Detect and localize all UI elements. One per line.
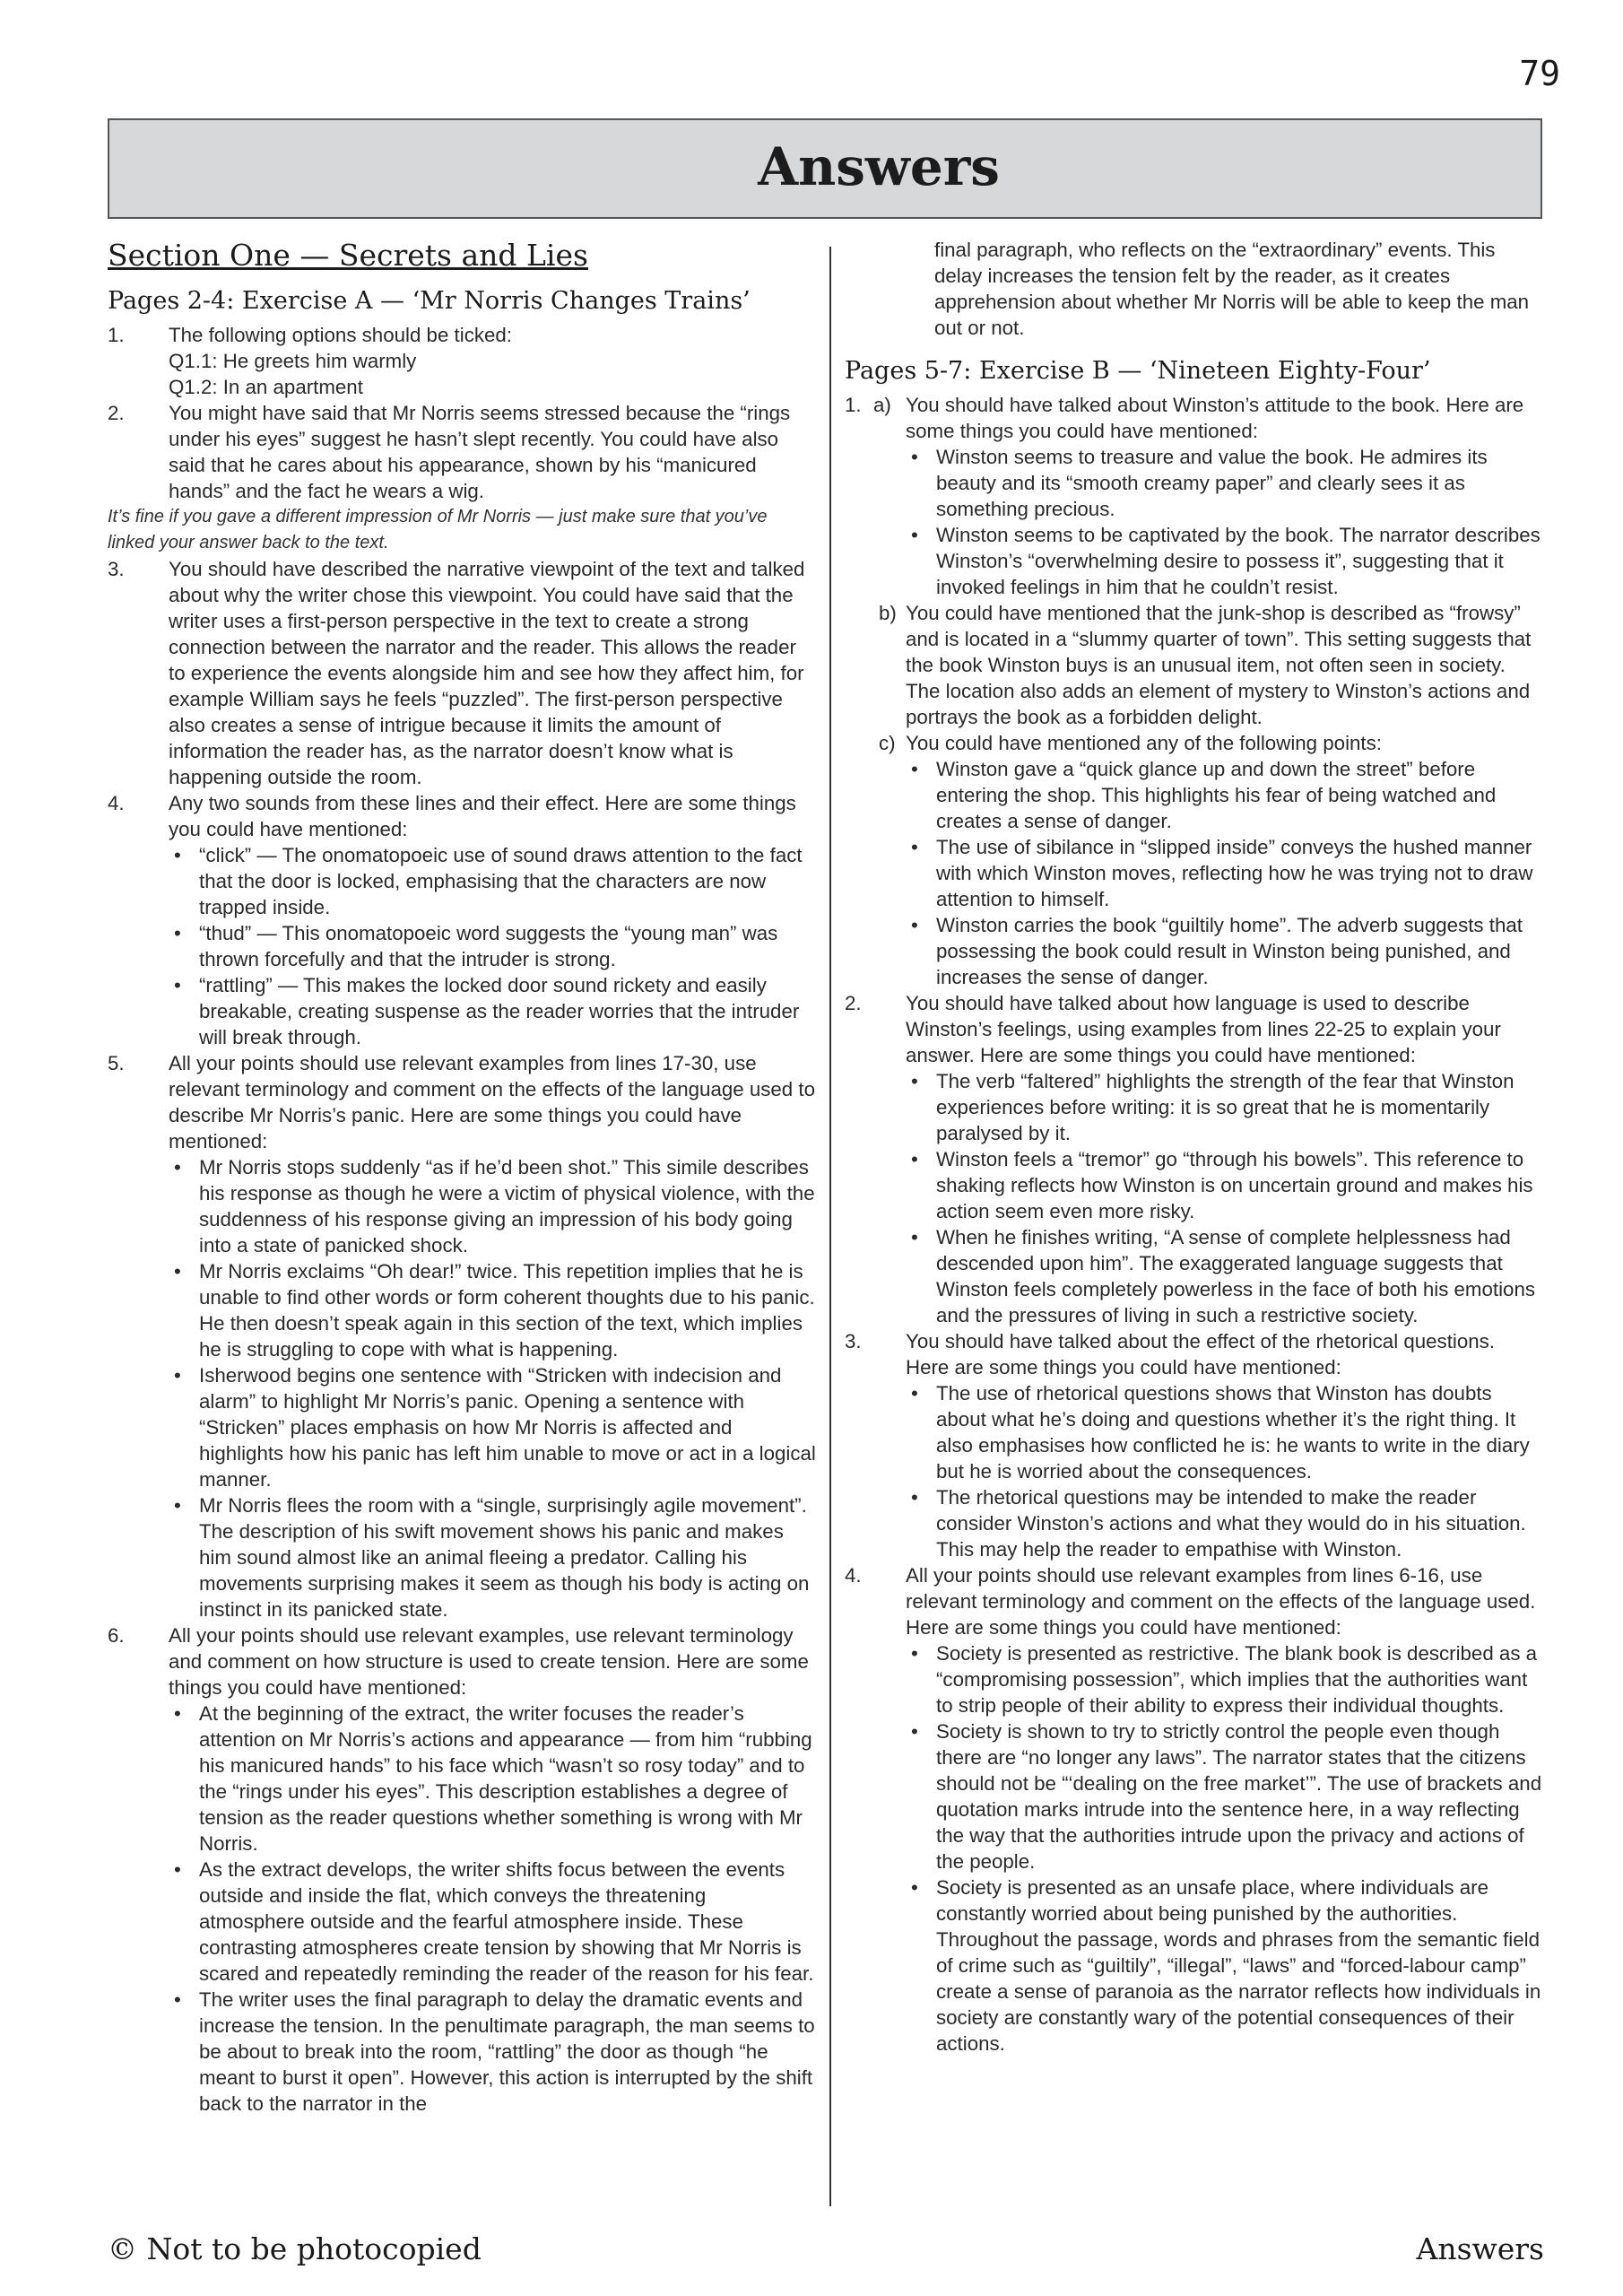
list-item: • Winston carries the book “guiltily home”. The adverb suggests that possessing the book could result in Winston being punished, and increases the sense of danger. — [906, 912, 1542, 990]
bullet-list — [906, 1380, 1542, 1562]
answer-a-1 — [108, 322, 816, 400]
answer-number: 4. — [108, 792, 125, 814]
answer-text: All your points should use relevant examples from lines 17-30, use relevant terminology and comment on the effects of the language used to describe Mr Norris’s panic. Here are some things you could have mentioned: — [169, 1052, 815, 1152]
answer-text: You might have said that Mr Norris seems stressed because the “rings under his eyes” suggest he hasn’t slept recently. You could have also said that he cares about his appearance, shown by his “manicured hands” and the fact he wears a wig. — [169, 402, 791, 502]
answer-text: You could have mentioned any of the following points: — [906, 732, 1382, 754]
bullet-list — [906, 1640, 1542, 2057]
answer-number: 5. — [108, 1052, 125, 1074]
list-item: • When he finishes writing, “A sense of complete helplessness had descended upon him”. The exaggerated language suggests that Winston feels completely powerless in the face of both his emotions and the pressures of living in such a restrictive society. — [906, 1224, 1542, 1328]
answer-b-1b — [845, 600, 1542, 730]
answer-b-1c — [845, 730, 1542, 990]
answer-b-3 — [845, 1328, 1542, 1562]
right-column — [845, 237, 1542, 2057]
answer-number: 3. — [108, 558, 125, 580]
bullet-list — [906, 756, 1542, 990]
list-item: • The use of rhetorical questions shows that Winston has doubts about what he’s doing and questions whether it’s the right thing. It also emphasises how conflicted he is: he wants to write in the diary but he is worried about the consequences. — [906, 1380, 1542, 1484]
answer-a-3 — [108, 556, 816, 790]
list-item: • Society is presented as restrictive. The blank book is described as a “compromising possession”, which implies that the authorities want to strip people of their ability to express their individual thoughts. — [906, 1640, 1542, 1718]
answer-a-5 — [108, 1050, 816, 1622]
list-item: • Society is presented as an unsafe place, where individuals are constantly worried about being punished by the authorities. Throughout the passage, words and phrases from the semantic field of crime such as “guiltily”, “illegal”, “laws” and “forced-labour camp” create a sense of paranoia as the narrator reflects how individuals in society are constantly wary of the potential consequences of their actions. — [906, 1874, 1542, 2057]
list-item: • “rattling” — This makes the locked door sound rickety and easily breakable, creating suspense as the reader worries that the intruder will break through. — [169, 972, 816, 1050]
answer-text: All your points should use relevant examples, use relevant terminology and comment on how structure is used to create tension. Here are some things you could have mentioned: — [169, 1624, 809, 1699]
list-item: • As the extract develops, the writer shifts focus between the events outside and inside the flat, which conveys the threatening atmosphere outside and the fearful atmosphere inside. These contrasting atmospheres create tension by showing that Mr Norris is scared and repeatedly reminding the reader of the reason for his fear. — [169, 1857, 816, 1987]
answer-b-2 — [845, 990, 1542, 1328]
answer-b-4 — [845, 1562, 1542, 2057]
answer-number: 3. — [845, 1330, 862, 1352]
exercise-b-title: Pages 5-7: Exercise B — ‘Nineteen Eighty-Four’ — [845, 357, 1431, 385]
sub-label: a) — [873, 394, 891, 416]
footer-left-text: Not to be photocopied — [146, 2231, 482, 2266]
answer-text: You could have mentioned that the junk-shop is described as “frowsy” and is located in a “slummy quarter of town”. This setting suggests that the book Winston buys is an unusual item, not often seen in society. The location also adds an element of mystery to Winston’s actions and portrays the book as a forbidden delight. — [906, 602, 1532, 728]
tick-option: Q1.2: In an apartment — [169, 376, 363, 398]
answer-number: 1. — [108, 324, 125, 346]
answer-text: The following options should be ticked: — [169, 324, 512, 346]
list-item: • Mr Norris exclaims “Oh dear!” twice. This repetition implies that he is unable to find other words or form coherent thoughts due to his panic. He then doesn’t speak again in this section of the text, which implies he is struggling to cope with what is happening. — [169, 1258, 816, 1362]
footer-section-label: Answers — [1416, 2231, 1544, 2266]
answer-number: 4. — [845, 1564, 862, 1587]
left-column — [108, 237, 816, 2117]
answer-number: 2. — [845, 992, 862, 1014]
answer-text: All your points should use relevant examples from lines 6-16, use relevant terminology and comment on the effects of the language used. Here are some things you could have mentioned: — [906, 1564, 1536, 1639]
list-item: • The writer uses the final paragraph to delay the dramatic events and increase the tension. In the penultimate paragraph, the man seems to be about to break into the room, “rattling” the door as though “he meant to burst it open”. However, this action is interrupted by the shift back to the narrator in the — [169, 1987, 816, 2117]
bullet-list — [906, 444, 1542, 600]
sub-label: b) — [879, 602, 897, 624]
list-item: • Winston seems to be captivated by the book. The narrator describes Winston’s “overwhelming desire to possess it”, suggesting that it invoked feelings in him that he couldn’t resist. — [906, 522, 1542, 600]
list-item: • The verb “faltered” highlights the strength of the fear that Winston experiences before writing: it is so great that he is momentarily paralysed by it. — [906, 1068, 1542, 1146]
answer-b-1a — [845, 392, 1542, 600]
answer-text: You should have talked about Winston’s attitude to the book. Here are some things you could have mentioned: — [906, 394, 1524, 442]
bullet-list — [169, 842, 816, 1050]
list-item: • Winston feels a “tremor” go “through his bowels”. This reference to shaking reflects how Winston is on uncertain ground and makes his action seem even more risky. — [906, 1146, 1542, 1224]
sub-label: c) — [879, 732, 896, 754]
exercise-a-title: Pages 2-4: Exercise A — ‘Mr Norris Changes Trains’ — [108, 287, 751, 315]
list-item: • “thud” — This onomatopoeic word suggests the “young man” was thrown forcefully and that the intruder is strong. — [169, 920, 816, 972]
answer-a-6 — [108, 1622, 816, 2117]
answer-number: 2. — [108, 402, 125, 424]
copyright-icon: © — [108, 2231, 137, 2266]
page-number: 79 — [1519, 54, 1560, 93]
footer-copyright — [108, 2231, 482, 2266]
continued-text: final paragraph, who reflects on the “extraordinary” events. This delay increases the tension felt by the reader, as it creates apprehension about whether Mr Norris will be able to keep the man out or not. — [934, 239, 1530, 339]
list-item: • The rhetorical questions may be intended to make the reader consider Winston’s actions and what they would do in his situation. This may help the reader to empathise with Winston. — [906, 1484, 1542, 1562]
answer-a-2 — [108, 400, 816, 504]
list-item: • At the beginning of the extract, the writer focuses the reader’s attention on Mr Norris’s actions and appearance — from him “rubbing his manicured hands” to his face which “wasn’t so rosy today” and to the “rings under his eyes”. This description establishes a degree of tension as the reader questions whether something is wrong with Mr Norris. — [169, 1700, 816, 1857]
list-item: • Mr Norris flees the room with a “single, surprisingly agile movement”. The description of his swift movement shows his panic and makes him sound almost like an animal fleeing a predator. Calling his movements surprising makes it seem as though his body is acting on instinct in its panicked state. — [169, 1492, 816, 1622]
bullet-list — [169, 1700, 816, 2117]
answer-text: You should have talked about the effect of the rhetorical questions. Here are some things you could have mentioned: — [906, 1330, 1495, 1378]
list-item: • Mr Norris stops suddenly “as if he’d been shot.” This simile describes his response as though he were a victim of physical violence, with the suddenness of his response giving an impression of his body going into a state of panicked shock. — [169, 1154, 816, 1258]
answers-banner — [108, 118, 1542, 219]
answer-number — [845, 392, 891, 418]
list-item: • The use of sibilance in “slipped inside” conveys the hushed manner with which Winston moves, reflecting how he was trying not to draw attention to himself. — [906, 834, 1542, 912]
bullet-list — [906, 1068, 1542, 1328]
list-item: • Winston gave a “quick glance up and down the street” before entering the shop. This highlights his fear of being watched and creates a sense of danger. — [906, 756, 1542, 834]
section-title: Section One — Secrets and Lies — [108, 238, 588, 273]
question-number: 1. — [845, 394, 862, 416]
answer-text: You should have talked about how language is used to describe Winston’s feelings, using examples from lines 22-25 to explain your answer. Here are some things you could have mentioned: — [906, 992, 1501, 1066]
note-text: It’s fine if you gave a different impression of Mr Norris — just make sure that you’ve linked your answer back to the text. — [108, 507, 768, 552]
banner-title: Answers — [758, 136, 1000, 197]
answer-text: Any two sounds from these lines and their effect. Here are some things you could have mentioned: — [169, 792, 796, 840]
answer-a-4 — [108, 790, 816, 1050]
tick-option: Q1.1: He greets him warmly — [169, 350, 417, 372]
bullet-list — [169, 1154, 816, 1622]
column-divider — [829, 247, 831, 2206]
list-item: • Winston seems to treasure and value the book. He admires its beauty and its “smooth creamy paper” and clearly sees it as something precious. — [906, 444, 1542, 522]
answer-text: You should have described the narrative viewpoint of the text and talked about why the writer chose this viewpoint. You could have said that the writer uses a first-person perspective in the text to create a strong connection between the narrator and the reader. This allows the reader to experience the events alongside him and see how they affect him, for example William says he feels “puzzled”. The first-person perspective also creates a sense of intrigue because it limits the amount of information the reader has, as the narrator doesn’t know what is happening outside the room. — [169, 558, 805, 788]
list-item: • Society is shown to try to strictly control the people even though there are “no longer any laws”. The narrator states that the citizens should not be “‘dealing on the free market’”. The use of brackets and quotation marks intrude into the sentence here, in a way reflecting the way that the authorities intrude upon the privacy and actions of the people. — [906, 1718, 1542, 1874]
list-item: • Isherwood begins one sentence with “Stricken with indecision and alarm” to highlight Mr Norris’s panic. Opening a sentence with “Stricken” places emphasis on how Mr Norris is affected and highlights how his panic has left him unable to move or act in a logical manner. — [169, 1362, 816, 1492]
list-item: • “click” — The onomatopoeic use of sound draws attention to the fact that the door is locked, emphasising that the characters are now trapped inside. — [169, 842, 816, 920]
answer-number: 6. — [108, 1624, 125, 1647]
